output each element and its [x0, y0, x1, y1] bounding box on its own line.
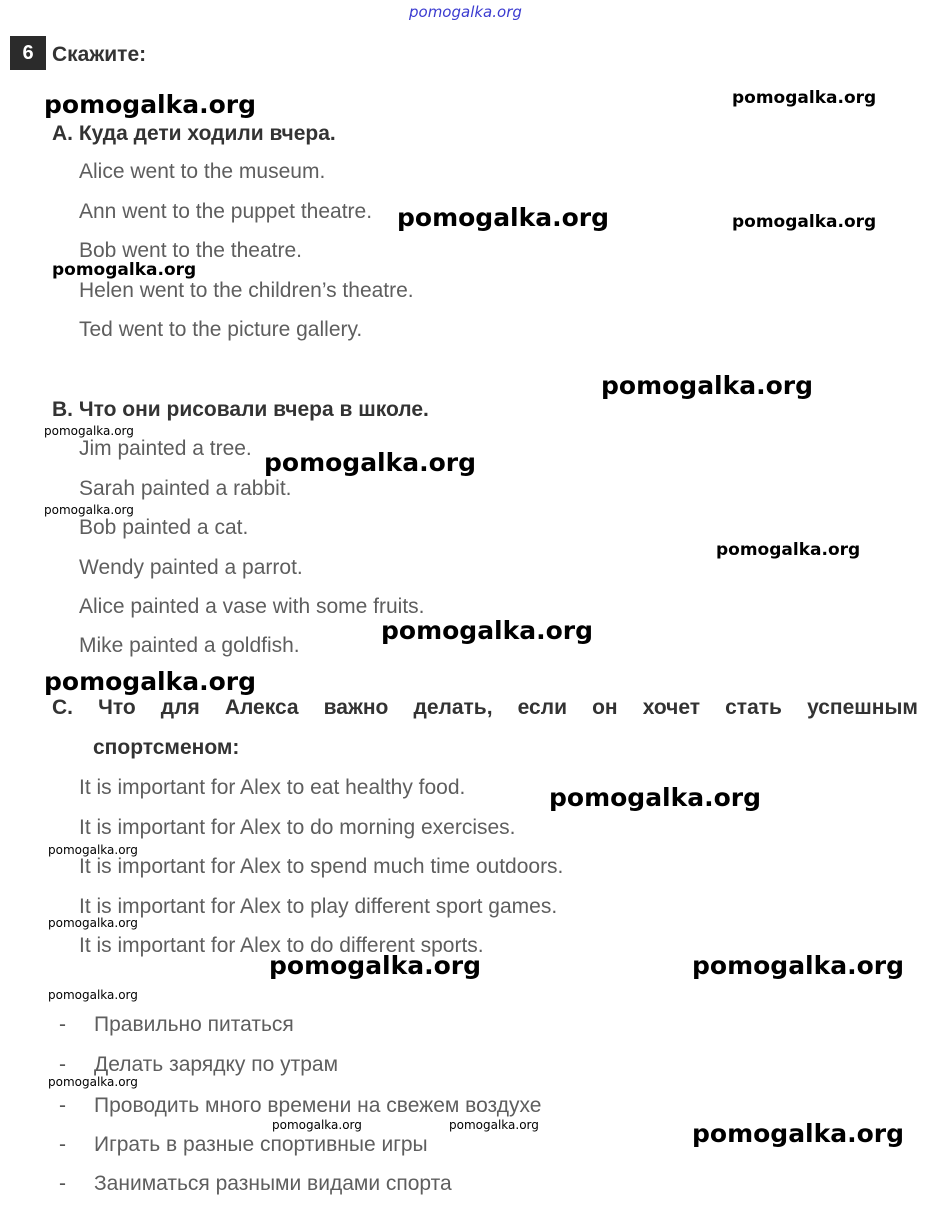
- section-b-heading: B. Что они рисовали вчера в школе.: [52, 398, 429, 421]
- list-dash: -: [59, 1053, 66, 1076]
- section-c-heading-continued: спортсменом:: [93, 736, 240, 759]
- section-c-heading-word: хочет: [642, 696, 701, 719]
- watermark: pomogalka.org: [732, 212, 877, 232]
- translation-item: Играть в разные спортивные игры: [94, 1133, 428, 1156]
- watermark: pomogalka.org: [397, 203, 610, 232]
- watermark: pomogalka.org: [44, 90, 257, 119]
- exercise-title: Скажите:: [52, 43, 147, 66]
- section-c-heading-word: Алекса: [224, 696, 299, 719]
- watermark: pomogalka.org: [264, 448, 477, 477]
- watermark: pomogalka.org: [269, 951, 482, 980]
- watermark: pomogalka.org: [381, 616, 594, 645]
- section-c-heading-word: C.: [52, 696, 73, 719]
- translation-item: Заниматься разными видами спорта: [94, 1172, 452, 1195]
- watermark: pomogalka.org: [272, 1118, 362, 1132]
- section-a-line: Ann went to the puppet theatre.: [79, 200, 373, 223]
- list-dash: -: [59, 1094, 66, 1117]
- watermark: pomogalka.org: [732, 88, 877, 108]
- section-b-line: Sarah painted a rabbit.: [79, 477, 292, 500]
- section-c-line: It is important for Alex to play different sport games.: [79, 895, 558, 918]
- watermark: pomogalka.org: [44, 667, 257, 696]
- section-c-heading-word: если: [517, 696, 567, 719]
- section-b-line: Wendy painted a parrot.: [79, 556, 303, 579]
- section-a-line: Alice went to the museum.: [79, 160, 326, 183]
- section-b-line: Mike painted a goldfish.: [79, 634, 300, 657]
- section-a-line: Ted went to the picture gallery.: [79, 318, 363, 341]
- list-dash: -: [59, 1013, 66, 1036]
- section-b-line: Alice painted a vase with some fruits.: [79, 595, 425, 618]
- exercise-number-badge: 6: [10, 36, 46, 70]
- section-a-line: Bob went to the theatre.: [79, 239, 302, 262]
- section-c-line: It is important for Alex to do different sports.: [79, 934, 484, 957]
- section-a-heading: A. Куда дети ходили вчера.: [52, 122, 336, 145]
- watermark: pomogalka.org: [549, 783, 762, 812]
- watermark: pomogalka.org: [52, 260, 197, 280]
- list-dash: -: [59, 1172, 66, 1195]
- section-c-heading-word: Что: [98, 696, 136, 719]
- section-c-heading: [52, 696, 918, 720]
- site-watermark-top: pomogalka.org: [409, 3, 522, 21]
- section-c-line: It is important for Alex to do morning exercises.: [79, 816, 516, 839]
- watermark: pomogalka.org: [48, 843, 138, 857]
- watermark: pomogalka.org: [692, 951, 905, 980]
- watermark: pomogalka.org: [449, 1118, 539, 1132]
- section-a-line: Helen went to the children’s theatre.: [79, 279, 414, 302]
- list-dash: -: [59, 1133, 66, 1156]
- watermark: pomogalka.org: [44, 503, 134, 517]
- section-b-line: Jim painted a tree.: [79, 437, 252, 460]
- watermark: pomogalka.org: [44, 424, 134, 438]
- translation-item: Проводить много времени на свежем воздухе: [94, 1094, 542, 1117]
- watermark: pomogalka.org: [48, 1075, 138, 1089]
- section-c-line: It is important for Alex to spend much time outdoors.: [79, 855, 564, 878]
- section-c-heading-word: для: [160, 696, 200, 719]
- watermark: pomogalka.org: [692, 1119, 905, 1148]
- section-b-line: Bob painted a cat.: [79, 516, 249, 539]
- watermark: pomogalka.org: [601, 371, 814, 400]
- translation-item: Правильно питаться: [94, 1013, 294, 1036]
- watermark: pomogalka.org: [48, 988, 138, 1002]
- watermark: pomogalka.org: [48, 916, 138, 930]
- section-c-heading-word: успешным: [807, 696, 918, 719]
- section-c-heading-word: он: [592, 696, 618, 719]
- section-c-heading-word: делать,: [413, 696, 493, 719]
- watermark: pomogalka.org: [716, 540, 861, 560]
- section-c-line: It is important for Alex to eat healthy food.: [79, 776, 466, 799]
- translation-item: Делать зарядку по утрам: [94, 1053, 339, 1076]
- section-c-heading-word: стать: [725, 696, 782, 719]
- section-c-heading-word: важно: [323, 696, 389, 719]
